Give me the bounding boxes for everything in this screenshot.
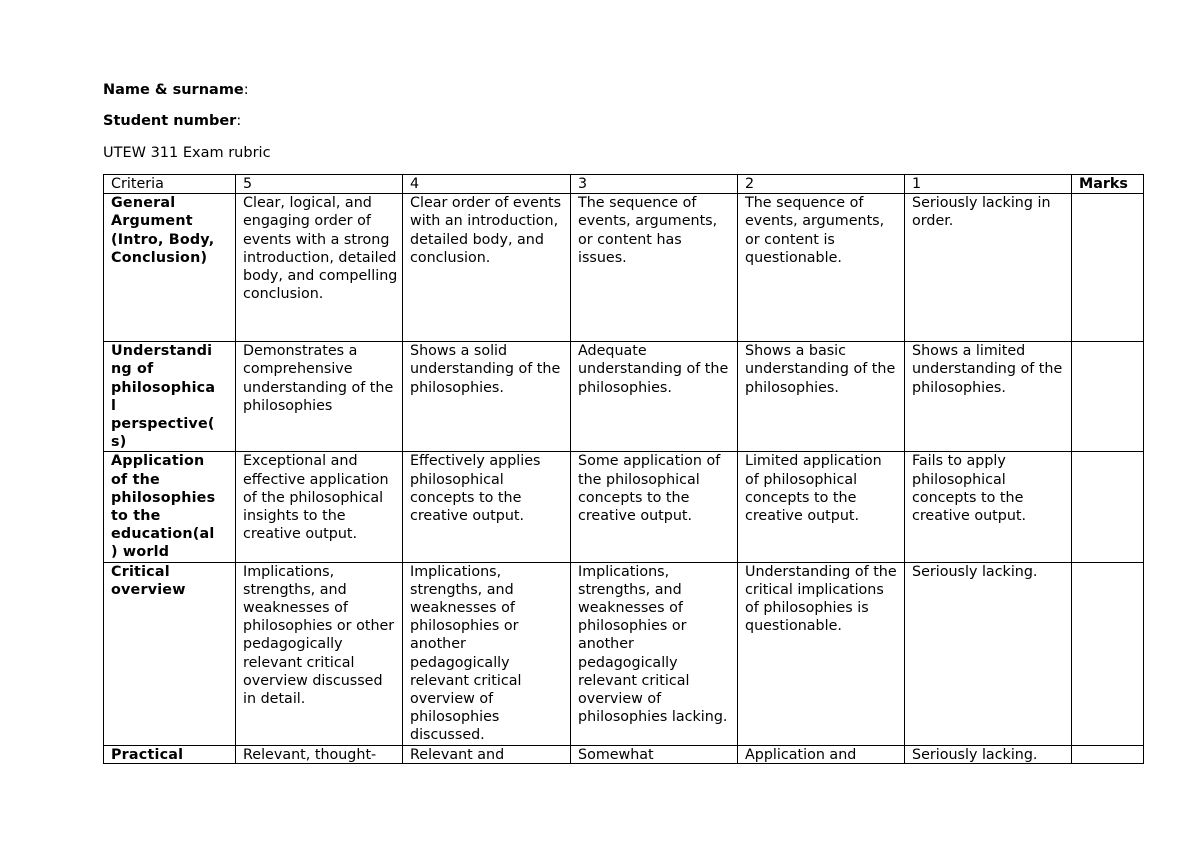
marks-cell[interactable] (1072, 194, 1144, 342)
header-score-3: 3 (571, 175, 738, 194)
score-4-cell (403, 745, 571, 763)
score-4-cell: Shows a solid understanding of the philosophies. (403, 342, 571, 452)
score-1-cell: Fails to apply philosophical concepts to the creative output. (905, 452, 1072, 562)
score-5-cell (236, 745, 403, 763)
table-row (104, 562, 1144, 745)
score-5-cell: Clear, logical, and engaging order of events with a strong introduction, detailed body, and compelling conclusion. (236, 194, 403, 342)
score-5-cell: Demonstrates a comprehensive understanding of the philosophies (236, 342, 403, 452)
score-3-cell: Implications, strengths, and weaknesses of philosophies or another pedagogically relevant critical overview of philosophies lacking. (571, 562, 738, 745)
table-row (104, 452, 1144, 562)
marks-cell[interactable] (1072, 452, 1144, 562)
score-4-text: Relevant and (410, 746, 505, 763)
score-5-text: Relevant, thought- (243, 746, 377, 763)
score-1-cell: Seriously lacking. (905, 562, 1072, 745)
name-surname-colon: : (243, 82, 249, 98)
student-number-colon: : (236, 113, 242, 129)
score-2-cell (738, 745, 905, 763)
student-number-label: Student number (103, 113, 237, 129)
score-3-cell: Some application of the philosophical concepts to the creative output. (571, 452, 738, 562)
score-5-cell: Implications, strengths, and weaknesses of philosophies or other pedagogically relevant critical overview discussed in detail. (236, 562, 403, 745)
score-2-cell: Understanding of the critical implications of philosophies is questionable. (738, 562, 905, 745)
score-3-text: Somewhat (578, 746, 654, 763)
criterion-cell: Application of the philosophies to the education(al ) world (104, 452, 236, 562)
header-marks: Marks (1072, 175, 1144, 194)
header-score-1: 1 (905, 175, 1072, 194)
score-5-cell: Exceptional and effective application of the philosophical insights to the creative output. (236, 452, 403, 562)
header-score-5: 5 (236, 175, 403, 194)
criterion-cell: General Argument (Intro, Body, Conclusion) (104, 194, 236, 342)
score-3-cell: Adequate understanding of the philosophies. (571, 342, 738, 452)
name-surname-line (103, 81, 249, 99)
score-2-cell: Limited application of philosophical concepts to the creative output. (738, 452, 905, 562)
score-1-text: Seriously lacking. (912, 746, 1038, 763)
score-1-cell: Seriously lacking in order. (905, 194, 1072, 342)
rubric-table (103, 174, 1144, 764)
name-surname-label: Name & surname (103, 82, 244, 98)
rubric-title: UTEW 311 Exam rubric (103, 145, 271, 161)
score-3-cell (571, 745, 738, 763)
table-row (104, 342, 1144, 452)
criterion-text: Practical (111, 746, 184, 763)
table-row (104, 194, 1144, 342)
score-1-cell (905, 745, 1072, 763)
score-4-cell: Clear order of events with an introduction, detailed body, and conclusion. (403, 194, 571, 342)
score-4-cell: Implications, strengths, and weaknesses of philosophies or another pedagogically relevant critical overview of philosophies discussed. (403, 562, 571, 745)
marks-cell[interactable] (1072, 562, 1144, 745)
criterion-cell: Understandi ng of philosophica l perspective( s) (104, 342, 236, 452)
student-number-line (103, 112, 241, 130)
criterion-cell: Critical overview (104, 562, 236, 745)
header-score-2: 2 (738, 175, 905, 194)
score-2-cell: Shows a basic understanding of the philosophies. (738, 342, 905, 452)
criterion-cell (104, 745, 236, 763)
table-row (104, 745, 1144, 763)
score-3-cell: The sequence of events, arguments, or content has issues. (571, 194, 738, 342)
score-2-cell: The sequence of events, arguments, or content is questionable. (738, 194, 905, 342)
header-criteria: Criteria (104, 175, 236, 194)
marks-cell[interactable] (1072, 745, 1144, 763)
marks-cell[interactable] (1072, 342, 1144, 452)
table-header-row (104, 175, 1144, 194)
score-4-cell: Effectively applies philosophical concepts to the creative output. (403, 452, 571, 562)
header-score-4: 4 (403, 175, 571, 194)
score-2-text: Application and (745, 746, 857, 763)
score-1-cell: Shows a limited understanding of the philosophies. (905, 342, 1072, 452)
